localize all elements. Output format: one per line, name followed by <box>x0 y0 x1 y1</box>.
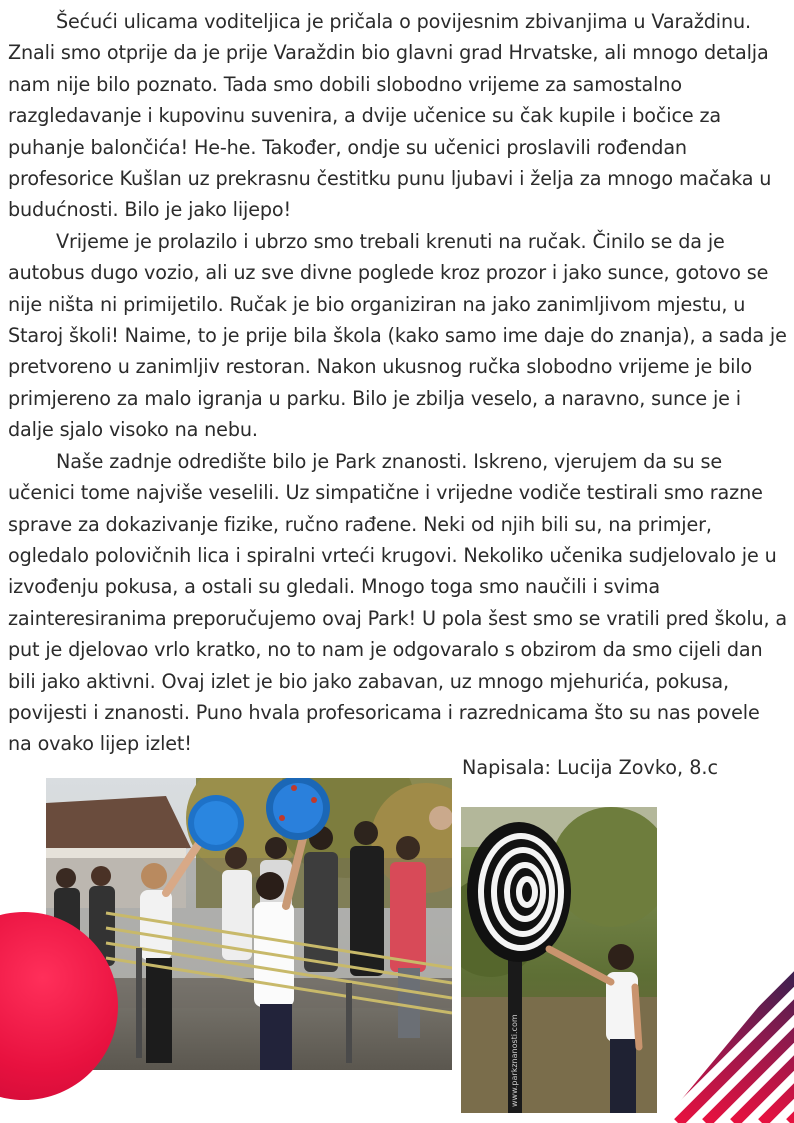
article-body <box>8 6 788 760</box>
photo-spiral-disc-image <box>461 807 657 1113</box>
paragraph: Vrijeme je prolazilo i ubrzo smo trebali krenuti na ručak. Činilo se da je autobus dugo vozio, ali uz sve divne poglede kroz prozor i jako sunce, gotovo se nije ništa ni primijetilo. Ručak je bio organiziran na jako zanimljivom mjestu, u Staroj školi! Naime, to je prije bila škola (kako samo ime daje do znanja), a sada je pretvoreno u zanimljiv restoran. Nakon ukusnog ručka slobodno vrijeme je bilo primjereno za malo igranja u parku. Bilo je zbilja veselo, a naravno, sunce je i dalje sjalo visoko na nebu. <box>8 229 787 442</box>
post-url-label: www.parkznanosti.com <box>510 1014 519 1107</box>
paragraph: Naše zadnje odredište bilo je Park znanosti. Iskreno, vjerujem da su se učenici tome najviše veselili. Uz simpatične i vrijedne vodiče testirali smo razne sprave za dokazivanje fizike, ručno rađene. Neki od njih bili su, na primjer, ogledalo polovičnih lica i spiralni vrteći krugovi. Nekoliko učenika sudjelovalo je u izvođenju pokusa, a ostali su gledali. Mnogo toga smo naučili i svima zainteresiranima preporučujemo ovaj Park! U pola šest smo se vratili pred školu, a put je djelovao vrlo kratko, no to nam je odgovaralo s obzirom da smo cijeli dan bili jako aktivni. Ovaj izlet je bio jako zabavan, uz mnogo mjehurića, pokusa, povijesti i znanosti. Puno hvala profesoricama i razrednicama što su nas povele na ovako lijep izlet! <box>8 449 788 756</box>
photo-spiral-disc <box>461 807 657 1113</box>
decorative-stripes <box>662 964 794 1123</box>
paragraph: Šećući ulicama voditeljica je pričala o povijesnim zbivanjima u Varaždinu. Znali smo otprije da je prije Varaždin bio glavni grad Hrvatske, ali mnogo detalja nam nije bilo poznato. Tada smo dobili slobodno vrijeme za samostalno razgledavanje i kupovinu suvenira, a dvije učenice su čak kupile i bočice za puhanje balončića! He-he. Također, ondje su učenici proslavili rođendan profesorice Kušlan uz prekrasnu čestitku punu ljubavi i želja za mnogo mačaka u budućnosti. Bilo je jako lijepo! <box>8 10 772 222</box>
author-signature: Napisala: Lucija Zovko, 8.c <box>462 756 719 779</box>
stripes-graphic <box>662 964 794 1123</box>
